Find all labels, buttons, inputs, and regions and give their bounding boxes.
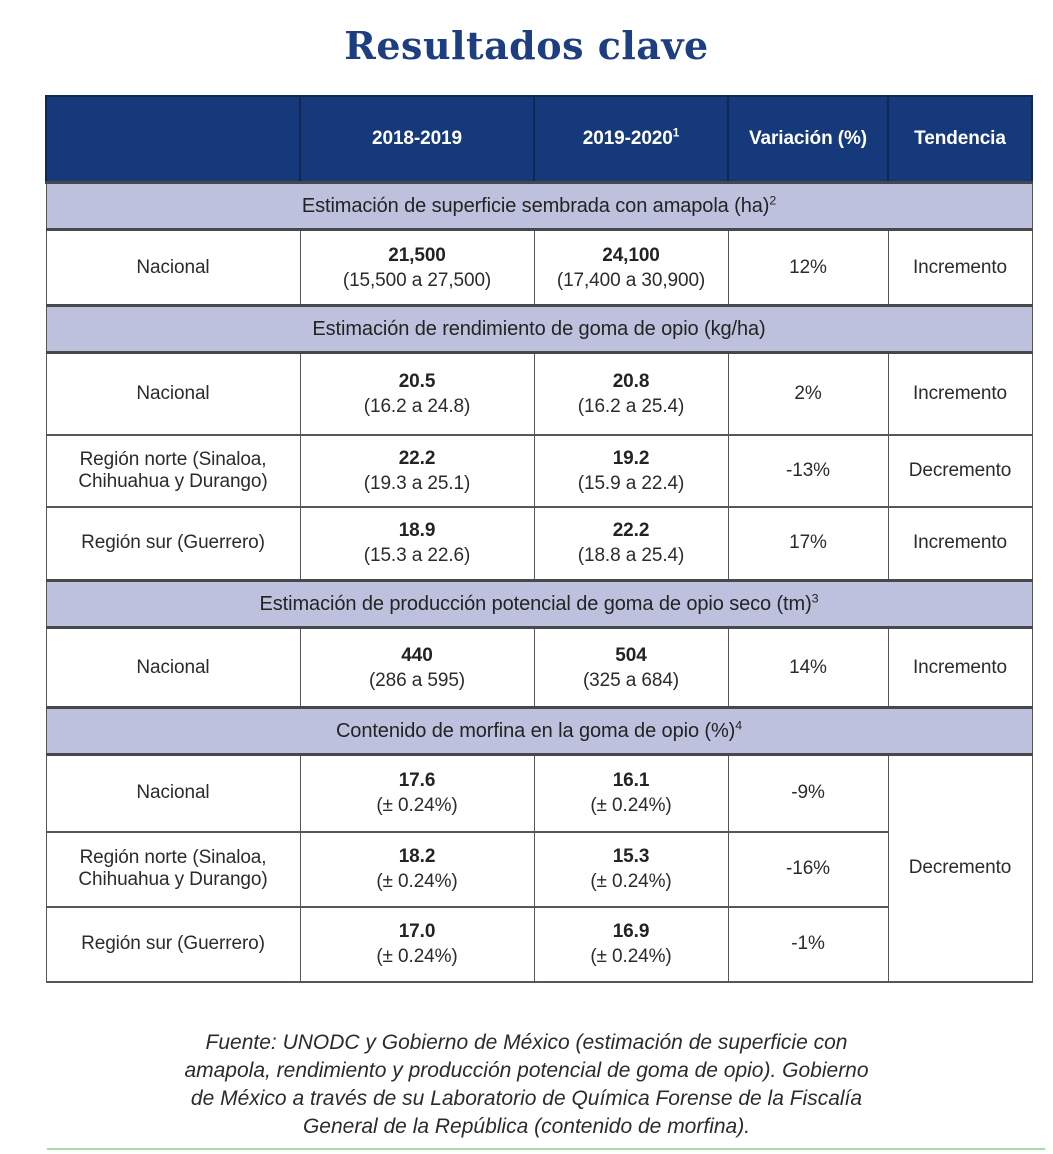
value-2018-2019: 21,500 (15,500 a 27,500) bbox=[300, 230, 534, 306]
value-2019-2020: 16.9 (± 0.24%) bbox=[534, 907, 728, 982]
value-2019-2020: 24,100 (17,400 a 30,900) bbox=[534, 230, 728, 306]
variation-cell: 17% bbox=[728, 507, 888, 581]
table-row bbox=[46, 353, 1032, 435]
source-note bbox=[147, 1029, 907, 1141]
variation-cell: -9% bbox=[728, 755, 888, 832]
value-2019-2020: 504 (325 a 684) bbox=[534, 628, 728, 708]
section-title: Contenido de morfina en la goma de opio (%)$^4$ bbox=[46, 708, 1032, 755]
section-title: Estimación de producción potencial de goma de opio seco (tm)$^3$ bbox=[46, 581, 1032, 628]
results-table bbox=[45, 95, 1033, 983]
variation-cell: 14% bbox=[728, 628, 888, 708]
trend-cell: Decremento bbox=[888, 435, 1032, 507]
variation-cell: -13% bbox=[728, 435, 888, 507]
footnote-ref-1: 1 bbox=[672, 126, 680, 140]
page-title: Resultados clave bbox=[344, 23, 709, 68]
row-label: Región norte (Sinaloa, Chihuahua y Durango) bbox=[46, 435, 300, 507]
trend-cell: Incremento bbox=[888, 628, 1032, 708]
row-label: Nacional bbox=[46, 628, 300, 708]
table-row bbox=[46, 507, 1032, 581]
value-2018-2019: 17.0 (± 0.24%) bbox=[300, 907, 534, 982]
header-variacion bbox=[728, 96, 888, 183]
variation-cell: 2% bbox=[728, 353, 888, 435]
header-variacion-label: Variación (%) bbox=[748, 128, 868, 149]
footnote-ref-3: 3 bbox=[811, 590, 819, 605]
row-label: Región sur (Guerrero) bbox=[46, 907, 300, 982]
section-header-produccion bbox=[46, 581, 1032, 628]
value-2018-2019: 22.2 (19.3 a 25.1) bbox=[300, 435, 534, 507]
section-header-morfina bbox=[46, 708, 1032, 755]
value-2019-2020: 20.8 (16.2 a 25.4) bbox=[534, 353, 728, 435]
value-2019-2020: 19.2 (15.9 a 22.4) bbox=[534, 435, 728, 507]
value-2018-2019: 18.2 (± 0.24%) bbox=[300, 832, 534, 907]
table-row bbox=[46, 230, 1032, 306]
header-2019-2020-label: 2019-2020 bbox=[582, 128, 673, 149]
section-header-rendimiento bbox=[46, 306, 1032, 353]
row-label: Región sur (Guerrero) bbox=[46, 507, 300, 581]
value-2019-2020: 16.1 (± 0.24%) bbox=[534, 755, 728, 832]
value-2018-2019: 440 (286 a 595) bbox=[300, 628, 534, 708]
table-header-row bbox=[46, 96, 1032, 183]
value-2019-2020: 22.2 (18.8 a 25.4) bbox=[534, 507, 728, 581]
header-2019-2020 bbox=[534, 96, 728, 183]
variation-cell: -16% bbox=[728, 832, 888, 907]
row-label: Nacional bbox=[46, 230, 300, 306]
value-2018-2019: 18.9 (15.3 a 22.6) bbox=[300, 507, 534, 581]
trend-cell: Incremento bbox=[888, 353, 1032, 435]
variation-cell: 12% bbox=[728, 230, 888, 306]
bottom-divider-rule bbox=[47, 1148, 1045, 1150]
section-title: Estimación de rendimiento de goma de opio (kg/ha) bbox=[46, 306, 1032, 353]
table-row bbox=[46, 755, 1032, 832]
header-tendencia bbox=[888, 96, 1032, 183]
header-2018-2019 bbox=[300, 96, 534, 183]
source-note-line: Fuente: UNODC y Gobierno de México (estimación de superficie con bbox=[205, 1030, 848, 1054]
table-row bbox=[46, 628, 1032, 708]
source-note-line: de México a través de su Laboratorio de Química Forense de la Fiscalía bbox=[190, 1086, 863, 1110]
table-row bbox=[46, 832, 1032, 907]
table-row bbox=[46, 435, 1032, 507]
value-2018-2019: 17.6 (± 0.24%) bbox=[300, 755, 534, 832]
footnote-ref-2: 2 bbox=[769, 192, 777, 207]
value-2018-2019: 20.5 (16.2 a 24.8) bbox=[300, 353, 534, 435]
row-label: Región norte (Sinaloa, Chihuahua y Durango) bbox=[46, 832, 300, 907]
row-label: Nacional bbox=[46, 755, 300, 832]
row-label: Nacional bbox=[46, 353, 300, 435]
variation-cell: -1% bbox=[728, 907, 888, 982]
trend-cell-merged: Decremento bbox=[888, 755, 1032, 982]
header-tendencia-label: Tendencia bbox=[914, 128, 1006, 149]
trend-cell: Incremento bbox=[888, 230, 1032, 306]
table-row bbox=[46, 907, 1032, 982]
source-note-line: General de la República (contenido de morfina). bbox=[302, 1114, 751, 1138]
source-note-line: amapola, rendimiento y producción potencial de goma de opio). Gobierno bbox=[184, 1058, 869, 1082]
footnote-ref-4: 4 bbox=[735, 717, 743, 732]
value-2019-2020: 15.3 (± 0.24%) bbox=[534, 832, 728, 907]
header-2018-2019-label: 2018-2019 bbox=[372, 128, 462, 149]
trend-cell: Incremento bbox=[888, 507, 1032, 581]
section-header-superficie bbox=[46, 183, 1032, 230]
header-empty-cell bbox=[46, 96, 300, 183]
section-title: Estimación de superficie sembrada con amapola (ha)$^2$ bbox=[46, 183, 1032, 230]
